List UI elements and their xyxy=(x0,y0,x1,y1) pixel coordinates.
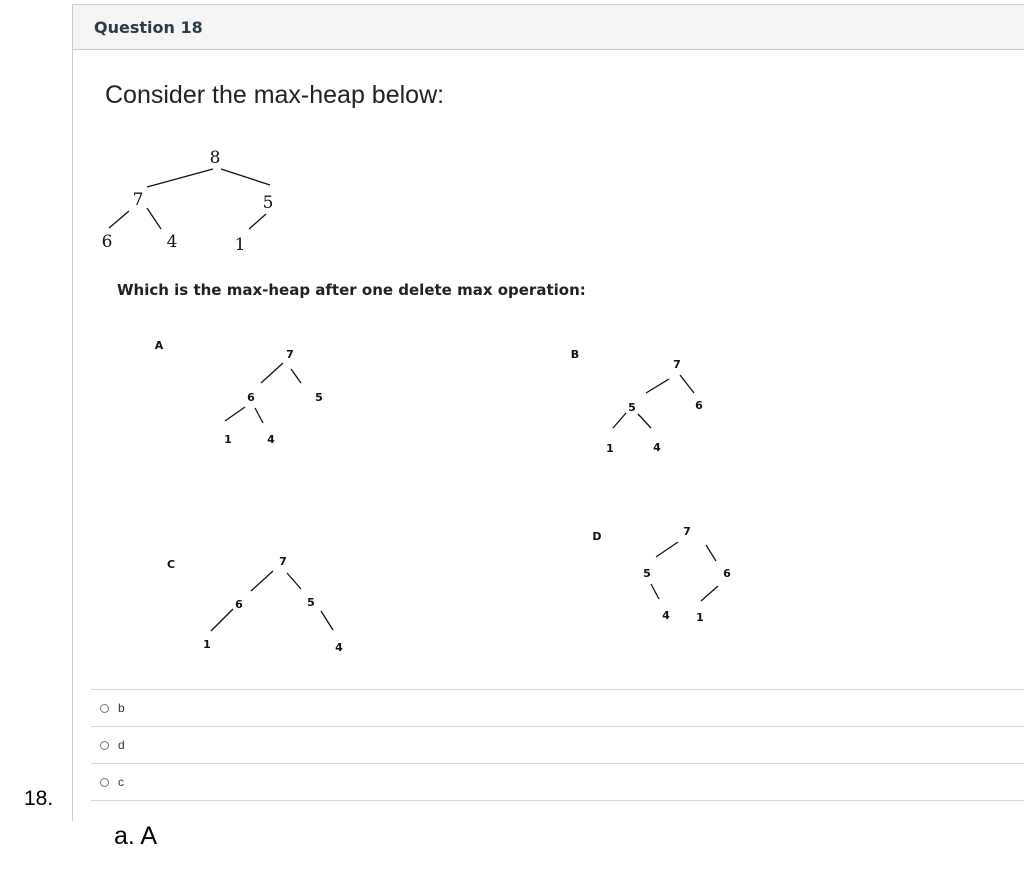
edge xyxy=(651,584,659,599)
heap-node: 7 xyxy=(132,190,144,210)
edge xyxy=(706,545,716,561)
heap-node: 6 xyxy=(695,399,703,412)
option-label: c xyxy=(118,775,124,789)
heap-node: 8 xyxy=(209,148,221,168)
question-prompt: Consider the max-heap below: xyxy=(105,81,445,109)
radio-button[interactable] xyxy=(100,778,109,787)
heap-c xyxy=(167,555,343,654)
edge xyxy=(656,542,678,557)
edge xyxy=(147,169,213,187)
heap-node: 6 xyxy=(235,598,243,611)
heap-node: 5 xyxy=(315,391,323,404)
heap-node: 6 xyxy=(723,567,731,580)
heap-node: 7 xyxy=(286,348,294,361)
heap-d-label: D xyxy=(592,530,602,543)
edge xyxy=(646,379,669,393)
heap-d xyxy=(592,525,731,624)
question-number: 18. xyxy=(24,787,54,810)
option-label: b xyxy=(118,701,125,715)
quiz-question-card xyxy=(72,4,1024,821)
heap-node: 5 xyxy=(628,401,636,414)
heap-node: 5 xyxy=(643,567,651,580)
answer-text: a. A xyxy=(114,822,158,850)
heap-node: 1 xyxy=(696,611,704,624)
heap-node: 7 xyxy=(673,358,681,371)
answer-option-d[interactable] xyxy=(91,726,1024,763)
option-label: d xyxy=(118,738,125,752)
answer-option-b[interactable] xyxy=(91,689,1024,726)
heap-node: 6 xyxy=(101,232,113,252)
heap-node: 1 xyxy=(234,235,246,255)
radio-button[interactable] xyxy=(100,704,109,713)
edge xyxy=(251,571,273,591)
heap-node: 4 xyxy=(166,232,178,252)
edge xyxy=(291,369,301,383)
heap-diagrams xyxy=(73,5,1024,685)
heap-a-label: A xyxy=(154,339,164,352)
heap-a xyxy=(155,339,323,446)
heap-node: 5 xyxy=(307,596,315,609)
edge xyxy=(613,413,626,428)
edge xyxy=(147,208,161,229)
answer-option-c[interactable] xyxy=(91,763,1024,801)
heap-node: 4 xyxy=(335,641,343,654)
heap-node: 4 xyxy=(662,609,670,622)
edge xyxy=(680,375,694,393)
heap-node: 1 xyxy=(606,442,614,455)
original-heap xyxy=(102,148,274,255)
heap-node: 6 xyxy=(247,391,255,404)
edge xyxy=(109,211,129,228)
heap-node: 7 xyxy=(683,525,691,538)
edge xyxy=(221,169,270,185)
heap-node: 5 xyxy=(262,193,274,213)
radio-button[interactable] xyxy=(100,741,109,750)
heap-node: 7 xyxy=(279,555,287,568)
heap-node: 1 xyxy=(203,638,211,651)
heap-diagrams-svg xyxy=(73,5,1024,685)
edge xyxy=(211,609,233,631)
edge xyxy=(321,611,333,630)
heap-c-label: C xyxy=(166,558,176,571)
edge xyxy=(638,414,651,428)
edge xyxy=(249,214,266,229)
answer-options xyxy=(91,689,1024,801)
edge xyxy=(701,586,718,601)
edge xyxy=(287,573,301,589)
heap-b xyxy=(571,348,703,455)
heap-node: 4 xyxy=(267,433,275,446)
edge xyxy=(261,363,283,383)
heap-node: 1 xyxy=(224,433,232,446)
question-title: Question 18 xyxy=(94,17,203,37)
heap-node: 4 xyxy=(653,441,661,454)
edge xyxy=(255,408,263,423)
question-subprompt: Which is the max-heap after one delete max operation: xyxy=(117,281,586,299)
heap-b-label: B xyxy=(570,348,580,361)
edge xyxy=(225,407,245,421)
